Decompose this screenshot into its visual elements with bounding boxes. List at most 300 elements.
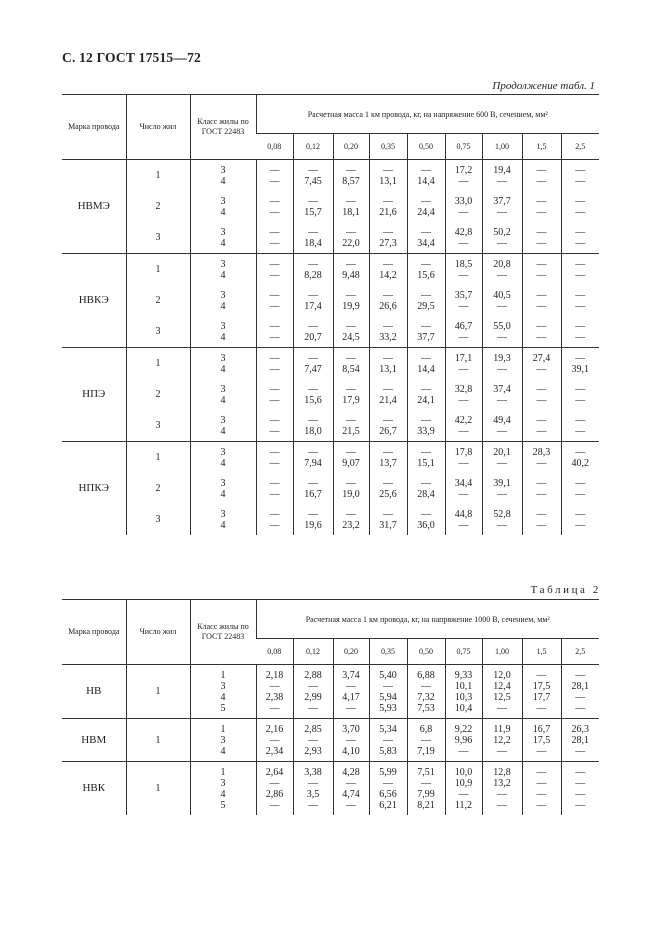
mass-value: — — [269, 269, 280, 281]
mass-value-cell — [333, 222, 369, 254]
mass-value: — — [308, 164, 318, 176]
mass-value-cell — [482, 719, 522, 762]
mass-value: 42,2 — [454, 414, 473, 426]
mass-value-cell — [256, 348, 293, 380]
col-mark-header: Марка провода — [62, 600, 126, 665]
mass-value: — — [458, 788, 469, 800]
mass-value: — — [536, 300, 547, 312]
mass-value-cell — [256, 316, 293, 348]
core-count-cell: 2 — [126, 473, 190, 504]
core-count-cell: 1 — [126, 254, 190, 286]
mass-value: — — [269, 777, 280, 789]
mass-value: — — [421, 477, 431, 489]
mass-value: — — [383, 320, 393, 332]
mass-value: 16,7 — [532, 723, 551, 735]
mass-value: — — [497, 206, 507, 218]
mass-value-cell — [293, 316, 333, 348]
mass-value: — — [536, 331, 547, 343]
mass-value: 5,40 — [379, 669, 397, 681]
mass-value: — — [308, 508, 318, 520]
mass-value: 46,7 — [454, 320, 473, 332]
table-row — [62, 410, 599, 442]
mass-value: — — [308, 734, 318, 746]
mass-value: — — [269, 702, 280, 714]
mass-value: 6,56 — [379, 788, 397, 800]
mass-value: 36,0 — [417, 519, 435, 531]
col-mass-header: Расчетная масса 1 км провода, кг, на напряжение 1000 В, сечением, мм² — [256, 600, 599, 639]
conductor-class-value: 4 — [220, 425, 226, 437]
conductor-class-value: 3 — [220, 734, 226, 746]
mass-value: — — [383, 352, 393, 364]
mass-value: 15,6 — [417, 269, 435, 281]
mass-value: — — [421, 508, 431, 520]
conductor-class-value: 3 — [220, 414, 226, 426]
mass-value-cell — [369, 254, 407, 286]
mass-value: — — [575, 289, 586, 301]
mass-value-cell — [445, 442, 482, 474]
mass-value-cell — [482, 191, 522, 222]
section-header: 1,5 — [522, 134, 561, 160]
mass-value: 10,0 — [454, 766, 473, 778]
core-count-cell: 1 — [126, 348, 190, 380]
mass-value: 11,9 — [493, 723, 511, 735]
mass-value: — — [458, 363, 469, 375]
mass-value: — — [497, 745, 507, 757]
section-header: 1,00 — [482, 134, 522, 160]
section-header: 0,35 — [369, 639, 407, 665]
mass-value: 17,5 — [532, 680, 551, 692]
mass-value: — — [575, 331, 586, 343]
mass-value-cell — [445, 222, 482, 254]
conductor-class-cell — [190, 254, 256, 286]
mass-value: — — [536, 702, 547, 714]
mass-value: — — [536, 477, 547, 489]
mass-value: — — [383, 414, 393, 426]
mass-value-cell — [445, 719, 482, 762]
mass-value-cell — [482, 348, 522, 380]
mass-value: — — [497, 519, 507, 531]
mass-value: — — [269, 164, 280, 176]
mass-value: — — [536, 269, 547, 281]
mass-value: — — [346, 446, 356, 458]
mass-value: 12,4 — [493, 680, 511, 692]
mass-value: 13,1 — [379, 363, 397, 375]
mass-value-cell — [482, 762, 522, 816]
mass-value: 7,99 — [417, 788, 435, 800]
mass-value-cell — [293, 285, 333, 316]
mass-value: 9,07 — [342, 457, 360, 469]
mass-value: 8,28 — [304, 269, 322, 281]
wire-mark-cell: НПКЭ — [62, 442, 126, 536]
mass-value-cell — [561, 665, 599, 719]
wire-mark-cell: НВ — [62, 665, 126, 719]
mass-value: — — [421, 320, 431, 332]
core-count-cell: 2 — [126, 379, 190, 410]
conductor-class-value: 1 — [220, 766, 226, 778]
mass-value: 20,8 — [493, 258, 511, 270]
conductor-class-value: 4 — [220, 488, 226, 500]
mass-value: — — [346, 702, 356, 714]
mass-value-cell — [522, 316, 561, 348]
mass-value-cell — [333, 191, 369, 222]
mass-value: — — [269, 320, 280, 332]
mass-value: — — [575, 766, 586, 778]
mass-value: 19,3 — [493, 352, 511, 364]
mass-value-cell — [407, 160, 445, 192]
mass-value: 8,57 — [342, 175, 360, 187]
mass-value-cell — [561, 442, 599, 474]
mass-value: 15,1 — [417, 457, 435, 469]
mass-value: 2,34 — [265, 745, 284, 757]
mass-value: 5,83 — [379, 745, 397, 757]
mass-value: — — [575, 414, 586, 426]
table-row — [62, 160, 599, 192]
conductor-class-value: 3 — [220, 508, 226, 520]
mass-value: — — [536, 519, 547, 531]
section-header: 0,12 — [293, 639, 333, 665]
mass-value-cell — [445, 379, 482, 410]
mass-value-cell — [407, 762, 445, 816]
mass-value: — — [308, 352, 318, 364]
section-header: 0,35 — [369, 134, 407, 160]
col-class-header: Класс жилы по ГОСТ 22483 — [190, 600, 256, 665]
mass-value: 12,2 — [493, 734, 511, 746]
mass-value-cell — [333, 762, 369, 816]
table-1 — [62, 94, 599, 535]
mass-value-cell — [482, 316, 522, 348]
conductor-class-cell — [190, 379, 256, 410]
mass-value-cell — [293, 379, 333, 410]
table2-caption: Таблица 2 — [530, 584, 601, 596]
mass-value: — — [536, 206, 547, 218]
section-header: 0,20 — [333, 639, 369, 665]
table-row — [62, 665, 599, 719]
mass-value: — — [269, 488, 280, 500]
mass-value: — — [458, 300, 469, 312]
mass-value-cell — [293, 160, 333, 192]
mass-value: — — [458, 488, 469, 500]
mass-value: — — [575, 691, 586, 703]
mass-value: — — [575, 446, 586, 458]
table-row — [62, 348, 599, 380]
mass-value: 28,4 — [417, 488, 435, 500]
mass-value: 7,51 — [417, 766, 435, 778]
mass-value: 19,4 — [493, 164, 511, 176]
conductor-class-value: 4 — [220, 519, 226, 531]
mass-value: — — [421, 777, 431, 789]
mass-value: — — [458, 269, 469, 281]
mass-value-cell — [293, 762, 333, 816]
mass-value: 32,8 — [454, 383, 473, 395]
mass-value: 7,32 — [417, 691, 435, 703]
mass-value-cell — [369, 191, 407, 222]
mass-value: 42,8 — [454, 226, 473, 238]
mass-value-cell — [407, 473, 445, 504]
mass-value: — — [575, 788, 586, 800]
mass-value: 10,4 — [454, 702, 473, 714]
mass-value-cell — [256, 285, 293, 316]
conductor-class-value: 3 — [220, 226, 226, 238]
mass-value: 2,18 — [265, 669, 284, 681]
conductor-class-value: 5 — [220, 702, 226, 714]
mass-value: 7,47 — [304, 363, 322, 375]
mass-value: 17,1 — [454, 352, 473, 364]
mass-value-cell — [482, 665, 522, 719]
mass-value-cell — [407, 442, 445, 474]
mass-value-cell — [482, 160, 522, 192]
core-count-cell: 3 — [126, 316, 190, 348]
mass-value: — — [421, 446, 431, 458]
mass-value: 28,1 — [571, 680, 590, 692]
mass-value-cell — [293, 504, 333, 535]
mass-value: 19,6 — [304, 519, 322, 531]
conductor-class-value: 4 — [220, 269, 226, 281]
mass-value-cell — [522, 254, 561, 286]
section-header: 2,5 — [561, 639, 599, 665]
mass-value: — — [346, 383, 356, 395]
mass-value: — — [346, 508, 356, 520]
mass-value-cell — [256, 222, 293, 254]
mass-value: — — [575, 488, 586, 500]
col-mark-header: Марка провода — [62, 95, 126, 160]
mass-value: — — [308, 680, 318, 692]
col-count-header: Число жил — [126, 95, 190, 160]
mass-value-cell — [369, 442, 407, 474]
conductor-class-value: 3 — [220, 289, 226, 301]
mass-value: 3,38 — [304, 766, 322, 778]
section-header: 0,20 — [333, 134, 369, 160]
mass-value: 25,6 — [379, 488, 397, 500]
mass-value: 52,8 — [493, 508, 511, 520]
wire-mark-cell: НВК — [62, 762, 126, 816]
conductor-class-value: 4 — [220, 206, 226, 218]
mass-value: — — [421, 289, 431, 301]
mass-value: — — [536, 363, 547, 375]
mass-value-cell — [333, 410, 369, 442]
mass-value: 5,94 — [379, 691, 397, 703]
mass-value-cell — [369, 665, 407, 719]
mass-value-cell — [407, 379, 445, 410]
mass-value-cell — [293, 348, 333, 380]
mass-value: — — [383, 226, 393, 238]
wire-mark-cell: НВМ — [62, 719, 126, 762]
mass-value: — — [575, 669, 586, 681]
mass-value: 18,5 — [454, 258, 473, 270]
mass-value: — — [575, 394, 586, 406]
mass-value: 34,4 — [417, 237, 435, 249]
mass-value: — — [346, 226, 356, 238]
conductor-class-value: 3 — [220, 164, 226, 176]
mass-value: — — [536, 258, 547, 270]
mass-value: — — [575, 195, 586, 207]
mass-value: 4,28 — [342, 766, 360, 778]
mass-value-cell — [407, 348, 445, 380]
mass-value: — — [421, 258, 431, 270]
mass-value-cell — [256, 473, 293, 504]
conductor-class-value: 3 — [220, 195, 226, 207]
mass-value-cell — [256, 254, 293, 286]
mass-value-cell — [522, 410, 561, 442]
mass-value: — — [269, 206, 280, 218]
mass-value-cell — [293, 719, 333, 762]
mass-value-cell — [482, 379, 522, 410]
conductor-class-cell — [190, 762, 256, 816]
mass-value: 5,99 — [379, 766, 397, 778]
mass-value: — — [536, 669, 547, 681]
mass-value-cell — [256, 191, 293, 222]
mass-value: — — [458, 237, 469, 249]
section-header: 0,08 — [256, 639, 293, 665]
conductor-class-cell — [190, 191, 256, 222]
mass-value: — — [269, 289, 280, 301]
mass-value: 18,1 — [342, 206, 360, 218]
mass-value-cell — [256, 504, 293, 535]
conductor-class-cell — [190, 285, 256, 316]
mass-value: — — [575, 237, 586, 249]
mass-value: — — [421, 195, 431, 207]
mass-value-cell — [369, 719, 407, 762]
mass-value: 28,3 — [532, 446, 551, 458]
mass-value: — — [575, 777, 586, 789]
conductor-class-cell — [190, 316, 256, 348]
mass-value: — — [575, 206, 586, 218]
mass-value: — — [383, 477, 393, 489]
mass-value: 3,74 — [342, 669, 360, 681]
mass-value: — — [575, 799, 586, 811]
mass-value: — — [269, 414, 280, 426]
table-row — [62, 316, 599, 348]
mass-value: — — [308, 320, 318, 332]
mass-value-cell — [256, 160, 293, 192]
section-header: 0,75 — [445, 639, 482, 665]
mass-value: 2,88 — [304, 669, 322, 681]
table-row — [62, 504, 599, 535]
core-count-cell: 2 — [126, 191, 190, 222]
mass-value: 40,2 — [571, 457, 589, 469]
mass-value: 26,3 — [571, 723, 590, 735]
mass-value: — — [536, 488, 547, 500]
mass-value-cell — [482, 504, 522, 535]
mass-value: 34,4 — [454, 477, 473, 489]
mass-value-cell — [407, 410, 445, 442]
mass-value: — — [308, 777, 318, 789]
mass-value: 9,33 — [454, 669, 473, 681]
mass-value: 2,38 — [265, 691, 284, 703]
mass-value: 24,1 — [417, 394, 435, 406]
mass-value: 10,3 — [454, 691, 473, 703]
mass-value: 24,5 — [342, 331, 360, 343]
mass-value: 4,10 — [342, 745, 360, 757]
mass-value-cell — [333, 285, 369, 316]
mass-value: — — [346, 777, 356, 789]
mass-value: 23,2 — [342, 519, 360, 531]
mass-value-cell — [407, 504, 445, 535]
table-row — [62, 442, 599, 474]
mass-value: — — [308, 289, 318, 301]
mass-value: 21,5 — [342, 425, 360, 437]
mass-value-cell — [369, 222, 407, 254]
mass-value: 18,0 — [304, 425, 322, 437]
conductor-class-value: 3 — [220, 258, 226, 270]
mass-value-cell — [293, 442, 333, 474]
mass-value-cell — [445, 665, 482, 719]
mass-value-cell — [522, 762, 561, 816]
mass-value-cell — [369, 348, 407, 380]
conductor-class-cell — [190, 665, 256, 719]
mass-value: — — [383, 289, 393, 301]
mass-value: — — [497, 799, 507, 811]
mass-value: 37,4 — [493, 383, 511, 395]
mass-value-cell — [369, 316, 407, 348]
mass-value-cell — [407, 719, 445, 762]
mass-value-cell — [293, 665, 333, 719]
mass-value-cell — [561, 191, 599, 222]
mass-value-cell — [333, 473, 369, 504]
col-count-header: Число жил — [126, 600, 190, 665]
mass-value-cell — [407, 254, 445, 286]
mass-value: — — [383, 258, 393, 270]
mass-value: 22,0 — [342, 237, 360, 249]
mass-value: — — [308, 383, 318, 395]
mass-value: 14,4 — [417, 363, 435, 375]
mass-value: 24,4 — [417, 206, 435, 218]
mass-value: 5,34 — [379, 723, 397, 735]
mass-value: — — [536, 788, 547, 800]
mass-value: 7,19 — [417, 745, 435, 757]
mass-value: 8,21 — [417, 799, 435, 811]
mass-value: 40,5 — [493, 289, 511, 301]
mass-value-cell — [333, 665, 369, 719]
mass-value: 8,54 — [342, 363, 360, 375]
mass-value: 2,86 — [265, 788, 284, 800]
core-count-cell: 3 — [126, 410, 190, 442]
conductor-class-value: 3 — [220, 777, 226, 789]
mass-value: — — [575, 352, 586, 364]
mass-value: — — [575, 383, 586, 395]
mass-value: — — [383, 195, 393, 207]
mass-value-cell — [561, 285, 599, 316]
mass-value: 17,9 — [342, 394, 360, 406]
mass-value-cell — [561, 504, 599, 535]
mass-value: 33,9 — [417, 425, 435, 437]
mass-value: — — [421, 734, 431, 746]
mass-value: — — [308, 414, 318, 426]
conductor-class-value: 3 — [220, 477, 226, 489]
mass-value-cell — [522, 348, 561, 380]
mass-value: — — [269, 226, 280, 238]
mass-value: — — [536, 799, 547, 811]
mass-value-cell — [482, 222, 522, 254]
mass-value: 17,2 — [454, 164, 473, 176]
mass-value: 18,4 — [304, 237, 322, 249]
mass-value: — — [269, 425, 280, 437]
mass-value: 3,70 — [342, 723, 360, 735]
mass-value: — — [575, 300, 586, 312]
mass-value: 28,1 — [571, 734, 590, 746]
mass-value: 4,17 — [342, 691, 360, 703]
mass-value: — — [575, 226, 586, 238]
mass-value: — — [536, 508, 547, 520]
mass-value: 21,6 — [379, 206, 397, 218]
conductor-class-value: 1 — [220, 723, 226, 735]
mass-value: — — [269, 352, 280, 364]
mass-value: — — [269, 508, 280, 520]
mass-value: 7,94 — [304, 457, 322, 469]
mass-value-cell — [482, 285, 522, 316]
mass-value: — — [497, 488, 507, 500]
mass-value-cell — [256, 410, 293, 442]
table-row — [62, 762, 599, 816]
